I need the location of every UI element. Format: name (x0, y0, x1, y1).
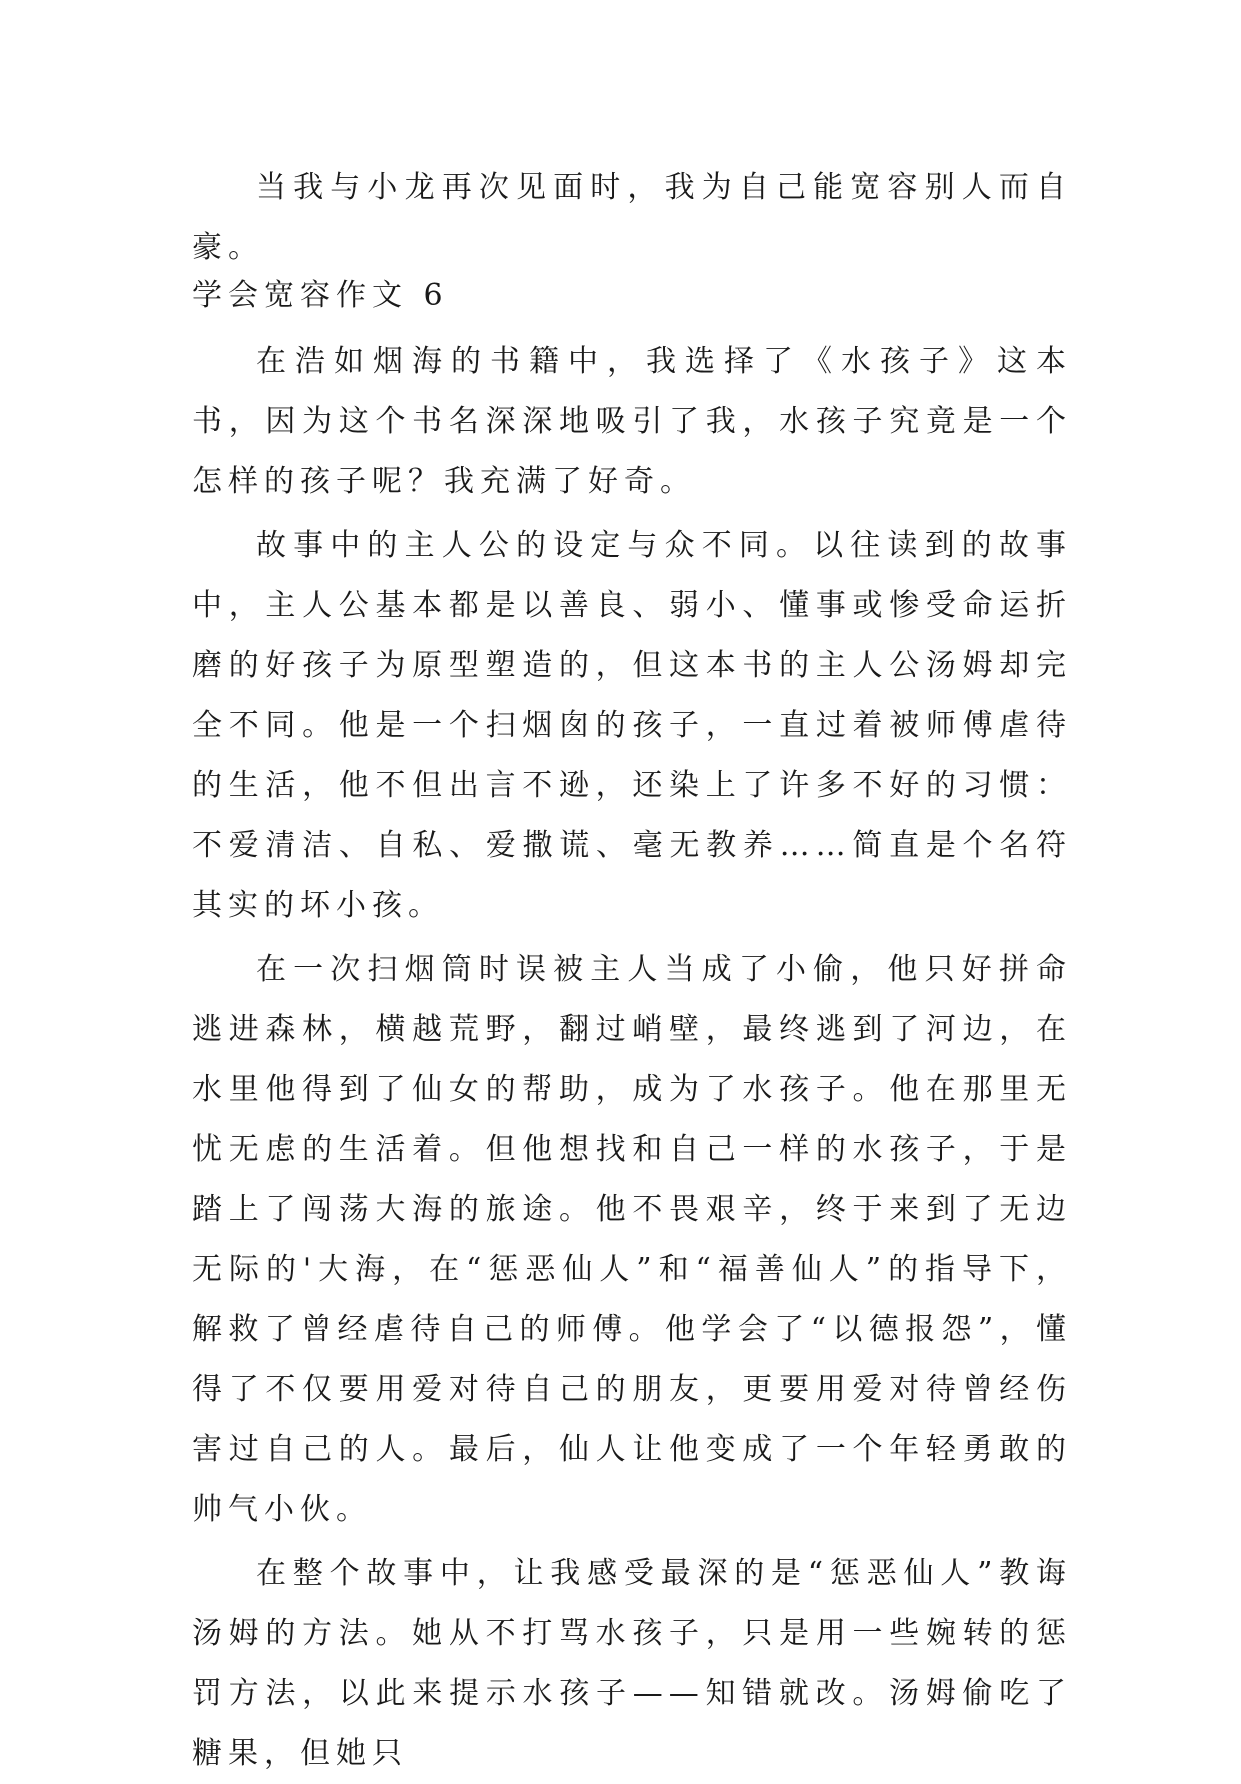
paragraph: 在浩如烟海的书籍中，我选择了《水孩子》这本书，因为这个书名深深地吸引了我，水孩子究竟是一个怎样的孩子呢？我充满了好奇。 (192, 344, 1072, 499)
article-body (192, 332, 1072, 1784)
opening-paragraph: 当我与小龙再次见面时，我为自己能宽容别人而自豪。 (192, 170, 1072, 265)
paragraph: 在一次扫烟筒时误被主人当成了小偷，他只好拼命逃进森林，横越荒野，翻过峭壁，最终逃到了河边，在水里他得到了仙女的帮助，成为了水孩子。他在那里无忧无虑的生活着。但他想找和自己一样的水孩子，于是踏上了闯荡大海的旅途。他不畏艰辛，终于来到了无边无际的'大海，在“惩恶仙人”和“福善仙人”的指导下，解救了曾经虐待自己的师傅。他学会了“以德报怨”，懂得了不仅要用爱对待自己的朋友，更要用爱对待曾经伤害过自己的人。最后，仙人让他变成了一个年轻勇敢的帅气小伙。 (192, 952, 1072, 1527)
paragraph: 故事中的主人公的设定与众不同。以往读到的故事中，主人公基本都是以善良、弱小、懂事或惨受命运折磨的好孩子为原型塑造的，但这本书的主人公汤姆却完全不同。他是一个扫烟囱的孩子，一直过着被师傅虐待的生活，他不但出言不逊，还染上了许多不好的习惯：不爱清洁、自私、爱撒谎、毫无教养……简直是个名符其实的坏小孩。 (192, 528, 1072, 923)
opening-section (192, 158, 1072, 278)
section-heading (192, 266, 1072, 326)
section-title: 学会宽容作文 6 (192, 278, 449, 313)
paragraph: 在整个故事中，让我感受最深的是“惩恶仙人”教诲汤姆的方法。她从不打骂水孩子，只是用一些婉转的惩罚方法，以此来提示水孩子——知错就改。汤姆偷吃了糖果，但她只 (192, 1556, 1072, 1771)
